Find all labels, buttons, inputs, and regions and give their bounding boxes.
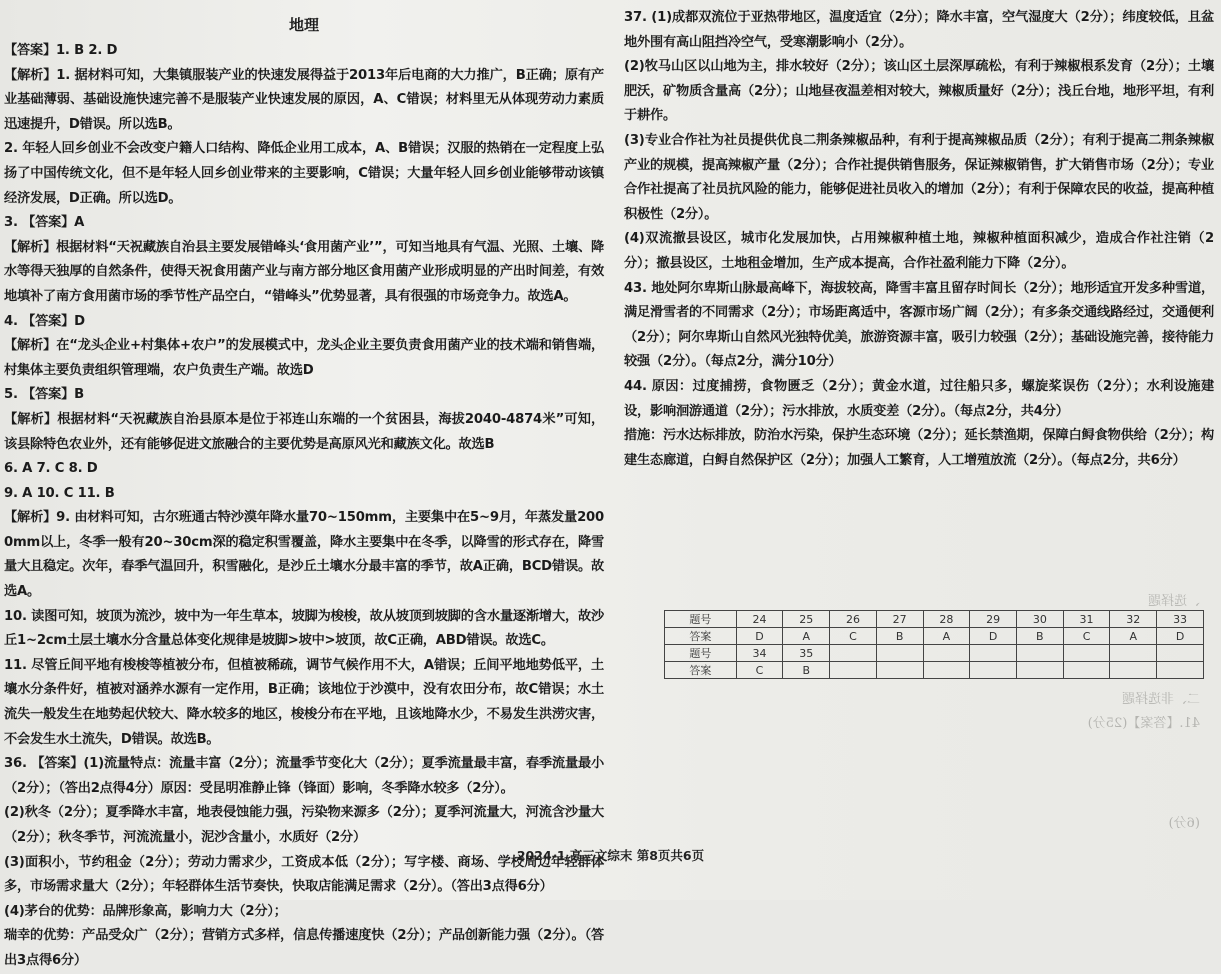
answer-table-cell: C (1063, 628, 1110, 645)
answer-table-row (665, 611, 1204, 628)
bleed-through-text: 二、非选择题 (1121, 692, 1200, 707)
answer-paragraph: 9. A 10. C 11. B (4, 485, 115, 501)
answer-table-cell (876, 645, 923, 662)
bleed-through-text: 、选择题 (1147, 594, 1200, 609)
answer-paragraph: (2)牧马山区以山地为主，排水较好（2分）；该山区土层深厚疏松，有利于辣椒根系发育（2分）；土壤肥沃，矿物质含量高（2分）；山地昼夜温差相对较大，辣椒质量好（2分）；浅丘台地，地形平坦，有利于耕作。 (624, 59, 1214, 124)
answer-paragraph: 3. 【答案】A (4, 215, 85, 231)
answer-table-cell: 答案 (665, 628, 737, 645)
answer-table-cell (1110, 645, 1157, 662)
answer-table-cell (970, 645, 1017, 662)
answer-table-cell: D (970, 628, 1017, 645)
answer-paragraph: 【解析】根据材料“天祝藏族自治县主要发展错峰头‘食用菌产业’”，可知当地具有气温、光照、土壤、降水等得天独厚的自然条件，使得天祝食用菌产业与南方部分地区食用菌产业形成明显的产出时间差，有效地填补了南方食用菌市场的季节性产品空白，“错峰头”优势显著，具有很强的市场竞争力。故选A。 (4, 239, 604, 304)
answer-table-bleed-through (664, 610, 1204, 679)
answer-table-cell (1157, 645, 1204, 662)
answer-paragraph: 2. 年轻人回乡创业不会改变户籍人口结构、降低企业用工成本，A、B错误；汉服的热销在一定程度上弘扬了中国传统文化，但不是年轻人回乡创业带来的主要影响，C错误；大量年轻人回乡创业能够带动该镇经济发展，D正确。所以选D。 (4, 141, 604, 206)
answer-table-cell: 27 (876, 611, 923, 628)
answer-table-cell (970, 662, 1017, 679)
answer-table-cell: C (736, 662, 783, 679)
answer-table-cell (923, 645, 970, 662)
answer-table-cell (1063, 662, 1110, 679)
answer-paragraph: 44. 原因：过度捕捞，食物匮乏（2分）；黄金水道，过往船只多，螺旋桨误伤（2分）；水利设施建设，影响洄游通道（2分）；污水排放，水质变差（2分）。（每点2分，共4分） (624, 378, 1214, 419)
answer-paragraph: 瑞幸的优势：产品受众广（2分）；营销方式多样，信息传播速度快（2分）；产品创新能力强（2分）。（答出3点得6分） (4, 928, 604, 968)
answer-table-cell: 35 (783, 645, 830, 662)
answer-table-cell: C (830, 628, 877, 645)
answer-table-cell (923, 662, 970, 679)
answer-table (664, 610, 1204, 679)
answer-table-cell (876, 662, 923, 679)
answer-table-cell: 32 (1110, 611, 1157, 628)
answer-table-row (665, 662, 1204, 679)
answer-table-cell: 31 (1063, 611, 1110, 628)
answer-table-cell (1016, 662, 1063, 679)
answer-table-cell: 24 (736, 611, 783, 628)
answer-table-row (665, 645, 1204, 662)
answer-paragraph: 5. 【答案】B (4, 387, 84, 403)
answer-table-cell: 题号 (665, 645, 737, 662)
answer-table-cell: B (1016, 628, 1063, 645)
answer-paragraph: (2)秋冬（2分）；夏季降水丰富，地表侵蚀能力强，污染物来源多（2分）；夏季河流量大，河流含沙量大（2分）；秋冬季节，河流流量小，泥沙含量小，水质好（2分） (4, 805, 604, 845)
answer-table-cell: 答案 (665, 662, 737, 679)
answer-paragraph: 43. 地处阿尔卑斯山脉最高峰下，海拔较高，降雪丰富且留存时间长（2分）；地形适宜开发多种雪道，满足滑雪者的不同需求（2分）；市场距离适中，客源市场广阔（2分）；有多条交通线路经过，交通便利（2分）；阿尔卑斯山自然风光独特优美，旅游资源丰富，吸引力较强（2分）；基础设施完善，接待能力较强（2分）。（每点2分，满分10分） (624, 280, 1214, 370)
answer-table-cell: 28 (923, 611, 970, 628)
answer-table-cell (1063, 645, 1110, 662)
answer-paragraph: 10. 读图可知，坡顶为流沙，坡中为一年生草本，坡脚为梭梭，故从坡顶到坡脚的含水量逐渐增大，故沙丘1~2cm土层土壤水分含量总体变化规律是坡脚>坡中>坡顶，故C正确，ABD错误。故选C。 (4, 608, 604, 649)
answer-table-cell: 34 (736, 645, 783, 662)
answer-table-cell: 题号 (665, 611, 737, 628)
left-column (4, 6, 604, 968)
bleed-through-text: 41.【答案】(25分) (1087, 716, 1200, 731)
answer-table-cell (830, 662, 877, 679)
page-footer: 2024-1 高三文综末 第8页共6页 (516, 848, 705, 863)
answer-table-cell: A (923, 628, 970, 645)
answer-paragraph: 【解析】根据材料“天祝藏族自治县原本是位于祁连山东端的一个贫困县，海拔2040-4874米”可知，该县除特色农业外，还有能够促进文旅融合的主要优势是高原风光和藏族文化。故选B (4, 411, 604, 452)
answer-paragraph: 6. A 7. C 8. D (4, 461, 98, 477)
answer-paragraph: 【解析】1. 据材料可知，大集镇服装产业的快速发展得益于2013年后电商的大力推广，B正确；原有产业基础薄弱、基础设施快速完善不是服装产业快速发展的原因，A、C错误；材料里无从体现劳动力素质迅速提升，D错误。所以选B。 (4, 67, 604, 132)
answer-paragraph: 【解析】在“龙头企业+村集体+农户”的发展模式中，龙头企业主要负责食用菌产业的技术端和销售端，村集体主要负责组织管理端，农户负责生产端。故选D (4, 338, 604, 378)
right-column-body (624, 6, 1214, 473)
answer-paragraph: 措施：污水达标排放，防治水污染，保护生态环境（2分）；延长禁渔期，保障白鲟食物供给（2分）；构建生态廊道，白鲟自然保护区（2分）；加强人工繁育，人工增殖放流（2分）。（每点2分，共6分） (624, 428, 1214, 468)
answer-table-cell: 29 (970, 611, 1017, 628)
answer-table-cell: A (1110, 628, 1157, 645)
answer-table-cell: 25 (783, 611, 830, 628)
answer-paragraph: 【答案】1. B 2. D (4, 43, 118, 58)
answer-paragraph: 11. 尽管丘间平地有梭梭等植被分布，但植被稀疏，调节气候作用不大，A错误；丘间平地地势低平，土壤水分条件好，植被对涵养水源有一定作用，B正确；该地位于沙漠中，没有农田分布，故C错误；水土流失一般发生在地势起伏较大、降水较多的地区，梭梭分布在平地，且该地降水少，不易发生洪涝灾害，不会发生水土流失，D错误。故选B。 (4, 657, 604, 747)
answer-table-cell (830, 645, 877, 662)
answer-table-cell (1157, 662, 1204, 679)
answer-paragraph: 【解析】9. 由材料可知，古尔班通古特沙漠年降水量70~150mm，主要集中在5~9月，年蒸发量2000mm以上，冬季一般有20~30cm深的稳定积雪覆盖，降水主要集中在冬季，以降雪的形式存在，降雪量大且稳定。次年，春季气温回升，积雪融化，是沙丘土壤水分最丰富的季节，故A正确，BCD错误。故选A。 (4, 510, 604, 600)
answer-table-cell: A (783, 628, 830, 645)
answer-paragraph: 37. (1)成都双流位于亚热带地区，温度适宜（2分）；降水丰富，空气湿度大（2分）；纬度较低，且盆地外围有高山阻挡冷空气，受寒潮影响小（2分）。 (624, 10, 1214, 50)
bleed-through-text: (6分) (1168, 816, 1200, 831)
answer-paragraph: 4. 【答案】D (4, 313, 85, 329)
answer-table-cell: D (1157, 628, 1204, 645)
answer-table-cell: B (876, 628, 923, 645)
answer-table-cell: D (736, 628, 783, 645)
answer-paragraph: 36. 【答案】(1)流量特点：流量丰富（2分）；流量季节变化大（2分）；夏季流量最丰富，春季流量最小（2分）；（答出2点得4分）原因：受昆明准静止锋（锋面）影响，冬季降水较多（2分）。 (4, 756, 604, 796)
answer-table-cell: 26 (830, 611, 877, 628)
answer-paragraph: (4)双流撤县设区，城市化发展加快，占用辣椒种植土地，辣椒种植面积减少，造成合作社注销（2分）；撤县设区，土地租金增加，生产成本提高，合作社盈利能力下降（2分）。 (624, 231, 1214, 271)
answer-table-cell (1110, 662, 1157, 679)
answer-table-cell: 33 (1157, 611, 1204, 628)
answer-paragraph: (4)茅台的优势：品牌形象高，影响力大（2分）； (4, 903, 287, 919)
page-subject-title: 地理 (288, 16, 319, 34)
left-column-body (4, 39, 604, 974)
answer-table-row (665, 628, 1204, 645)
answer-table-cell (1016, 645, 1063, 662)
answer-table-cell: 30 (1016, 611, 1063, 628)
answer-paragraph: (3)专业合作社为社员提供优良二荆条辣椒品种，有利于提高辣椒品质（2分）；有利于提高二荆条辣椒产业的规模，提高辣椒产量（2分）；合作社提供销售服务，保证辣椒销售，扩大销售市场（2分）；专业合作社提高了社员抗风险的能力，能够促进社员收入的增加（2分）；有利于保障农民的收益，提高种植积极性（2分）。 (624, 132, 1214, 222)
answer-table-cell: B (783, 662, 830, 679)
answer-paragraph: (3)面积小，节约租金（2分）；劳动力需求少，工资成本低（2分）；写字楼、商场、学校周边年轻群体多，市场需求量大（2分）；年轻群体生活节奏快，快取店能满足需求（2分）。（答出3点得6分） (4, 854, 604, 895)
